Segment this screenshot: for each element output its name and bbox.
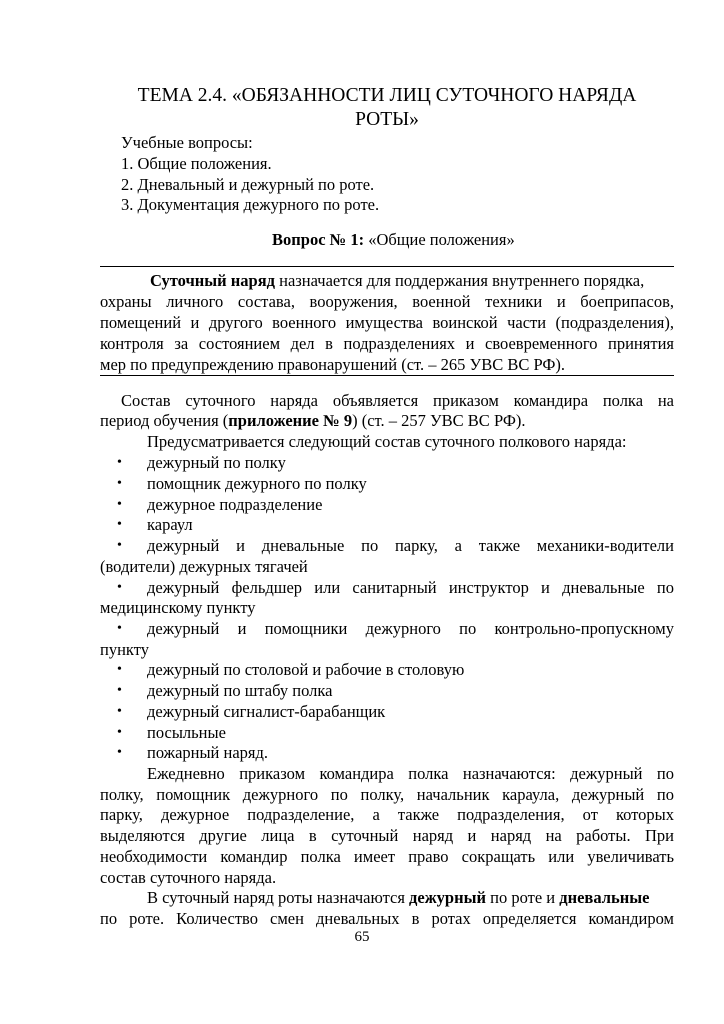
daily-line-5: необходимости командир полка имеет право сокращать или увеличивать bbox=[100, 847, 674, 866]
question-1-heading bbox=[272, 230, 515, 250]
definition-line-5: мер по предупреждению правонарушений (ст. – 265 УВС ВС РФ). bbox=[100, 355, 566, 374]
bullet-icon: • bbox=[117, 517, 122, 532]
topic-title-line1: ТЕМА 2.4. «ОБЯЗАННОСТИ ЛИЦ СУТОЧНОГО НАРЯДА bbox=[137, 85, 637, 106]
bullet-icon: • bbox=[117, 745, 122, 760]
list-item: посыльные bbox=[147, 723, 226, 742]
daily-line-6: состав суточного наряда. bbox=[100, 868, 277, 887]
definition-term: Суточный наряд bbox=[150, 271, 275, 290]
bullet-icon: • bbox=[117, 662, 122, 677]
composition-line-1: Состав суточного наряда объявляется приказом командира полка на bbox=[121, 391, 674, 410]
bullet-icon: • bbox=[117, 497, 122, 512]
list-item: помощник дежурного по полку bbox=[147, 474, 367, 493]
list-item: дежурный фельдшер или санитарный инструктор и дневальные по bbox=[147, 578, 674, 597]
appendix-reference: приложение № 9 bbox=[228, 411, 353, 430]
daily-line-3: парку, дежурное подразделение, а также подразделения, от которых bbox=[100, 805, 674, 824]
bullet-icon: • bbox=[117, 455, 122, 470]
list-item: дежурный и помощники дежурного по контрольно-пропускному bbox=[147, 619, 674, 638]
bullet-icon: • bbox=[117, 704, 122, 719]
bullet-icon: • bbox=[117, 725, 122, 740]
bullet-icon: • bbox=[117, 476, 122, 491]
definition-bottom-rule bbox=[100, 375, 674, 376]
list-item: дежурный по полку bbox=[147, 453, 286, 472]
company-line-1: В суточный наряд роты назначаются дежурный по роте и дневальные bbox=[147, 888, 650, 907]
daily-line-4: выделяются другие лица в суточный наряд и наряд на работы. При bbox=[100, 826, 674, 845]
study-question-2: 2. Дневальный и дежурный по роте. bbox=[121, 175, 375, 194]
definition-line-3: помещений и другого военного имущества воинской части (подразделения), bbox=[100, 313, 674, 332]
page-number: 65 bbox=[354, 929, 370, 945]
daily-line-2: полку, помощник дежурного по полку, начальник караула, дежурный по bbox=[100, 785, 674, 804]
bullet-icon: • bbox=[117, 538, 122, 553]
list-item-continuation: медицинскому пункту bbox=[100, 598, 256, 617]
definition-line-2: охраны личного состава, вооружения, военной техники и боеприпасов, bbox=[100, 292, 674, 311]
definition-line-1: Суточный наряд назначается для поддержания внутреннего порядка, bbox=[150, 271, 645, 290]
list-item: дежурный сигналист-барабанщик bbox=[147, 702, 386, 721]
study-questions-heading: Учебные вопросы: bbox=[121, 133, 253, 152]
daily-line-1: Ежедневно приказом командира полка назначаются: дежурный по bbox=[147, 764, 674, 783]
bullet-icon: • bbox=[117, 621, 122, 636]
list-item: дежурное подразделение bbox=[147, 495, 323, 514]
list-item-continuation: (водители) дежурных тягачей bbox=[100, 557, 308, 576]
study-question-1: 1. Общие положения. bbox=[121, 154, 272, 173]
composition-line-2: период обучения (приложение № 9) (ст. – 257 УВС ВС РФ). bbox=[100, 411, 526, 430]
topic-title-line2: РОТЫ» bbox=[355, 109, 419, 130]
question-1-title: «Общие положения» bbox=[364, 230, 515, 249]
question-1-label: Вопрос № 1: bbox=[272, 230, 365, 249]
study-question-3: 3. Документация дежурного по роте. bbox=[121, 195, 380, 214]
bullet-icon: • bbox=[117, 683, 122, 698]
list-item: пожарный наряд. bbox=[147, 743, 269, 762]
list-item: дежурный по штабу полка bbox=[147, 681, 333, 700]
bullet-icon: • bbox=[117, 580, 122, 595]
list-item: дежурный по столовой и рабочие в столовую bbox=[147, 660, 465, 679]
topic-title bbox=[100, 84, 674, 132]
definition-top-rule bbox=[100, 266, 674, 267]
list-item: дежурный и дневальные по парку, а также механики-водители bbox=[147, 536, 674, 555]
definition-line-4: контроля за состоянием дел в подразделениях и своевременного принятия bbox=[100, 334, 674, 353]
list-item: караул bbox=[147, 515, 193, 534]
composition-intro: Предусматривается следующий состав суточного полкового наряда: bbox=[147, 432, 627, 451]
list-item-continuation: пункту bbox=[100, 640, 149, 659]
company-line-2: по роте. Количество смен дневальных в ротах определяется командиром bbox=[100, 909, 674, 928]
